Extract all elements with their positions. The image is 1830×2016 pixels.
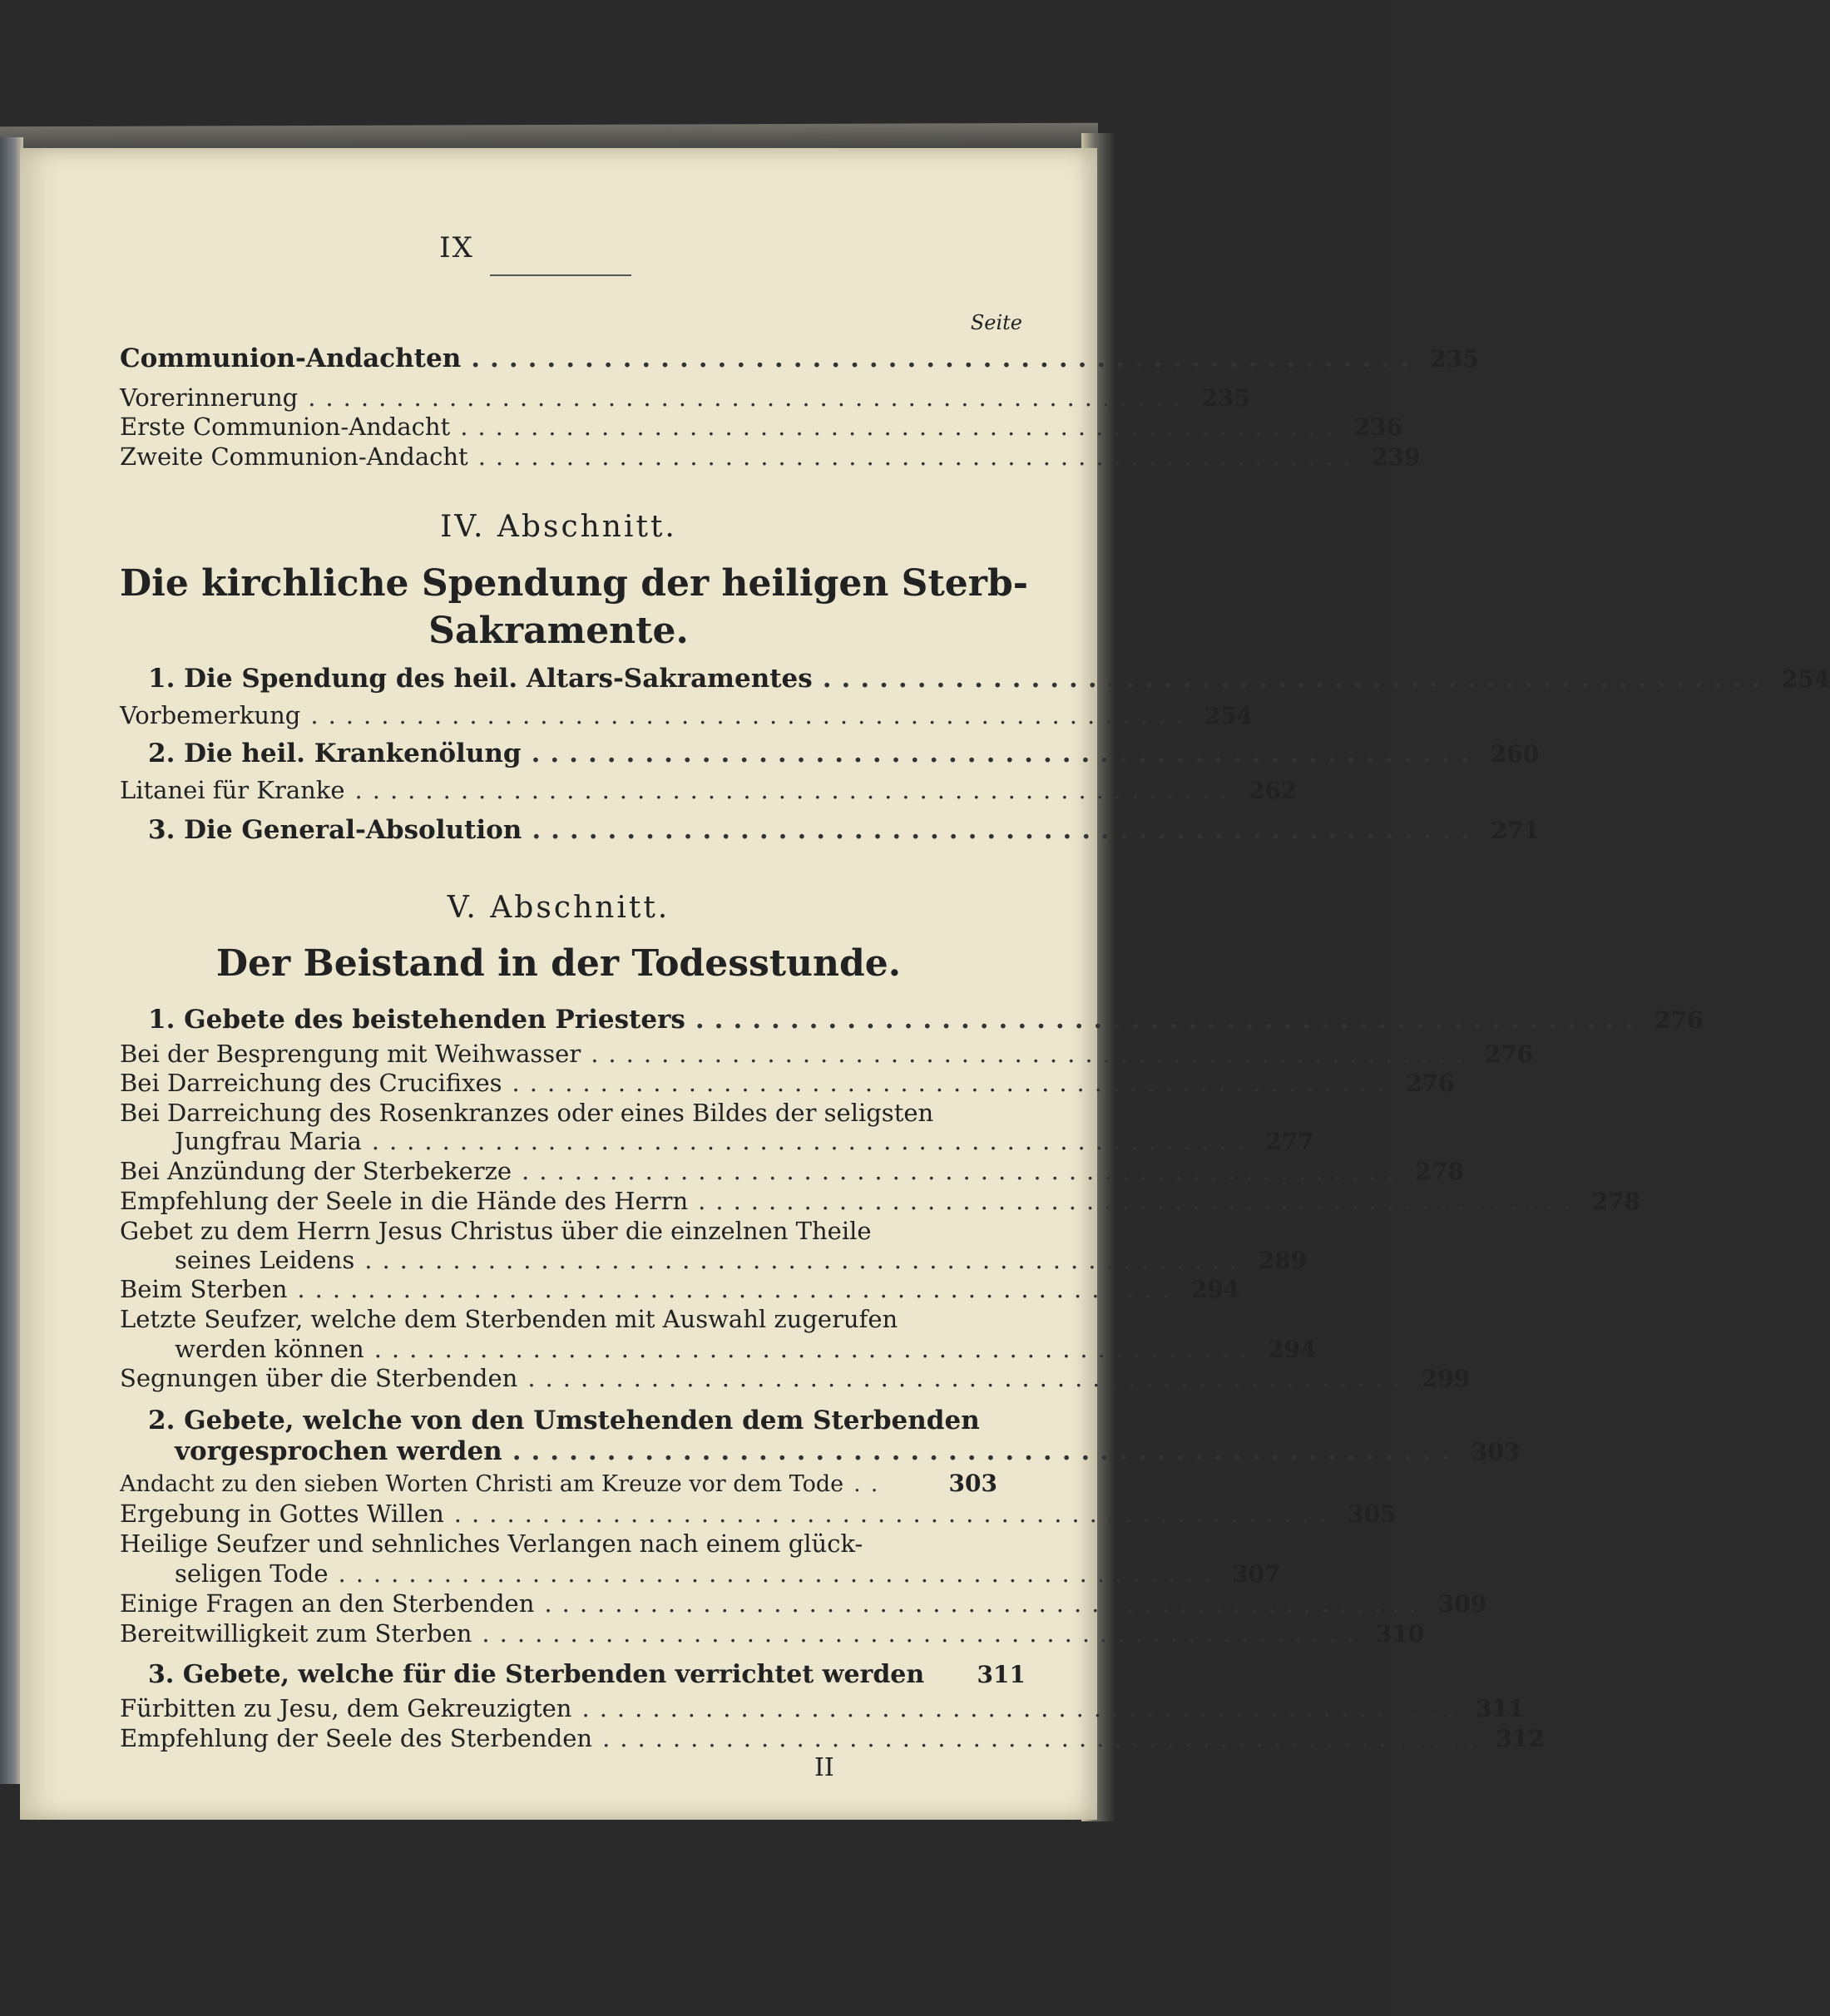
toc-entry [120,1246,1308,1274]
toc-entry-page: 310 [1375,1620,1425,1648]
toc-entry [120,1275,1240,1303]
toc-entry [120,413,1403,441]
toc-entry [120,383,1251,412]
toc-entry-title: seines Leidens [175,1246,355,1274]
leader-dots: .................................................. [482,1619,1365,1648]
toc-entry-page: 262 [1249,777,1298,804]
leader-dots: .................................................. [310,701,1194,729]
leader-dots: .................................................. [581,1694,1465,1722]
leader-dots: .................................................. [544,1589,1427,1618]
signature-mark: II [814,1753,834,1782]
leader-dots: .................................................. [698,1187,1581,1215]
toc-entry-title: Empfehlung der Seele des Sterbenden [120,1724,593,1752]
toc-entry-page: 254 [1781,665,1830,693]
toc-entry-title: Bereitwilligkeit zum Sterben [120,1619,472,1648]
leader-dots: .................................................. [591,1040,1474,1068]
toc-entry-line: 2. Gebete, welche von den Umstehenden dem Sterbenden [148,1406,980,1435]
book-page [20,148,1830,1820]
leader-dots: .................................................. [822,664,1771,694]
toc-entry-title: 3. Gebete, welche für die Sterbenden verrichtet werden [148,1660,925,1689]
leader-dots: .................................................. [371,1127,1254,1155]
leader-dots: .................................................. [695,1005,1644,1035]
toc-entry-title: vorgesprochen werden [175,1436,502,1466]
leader-dots: .................................................. [308,383,1191,412]
toc-entry-line: Gebet zu dem Herrn Jesus Christus über die einzelnen Theile [120,1217,872,1245]
toc-entry-page: 305 [1348,1500,1397,1528]
toc-entry [120,1724,1545,1752]
toc-entry [120,1069,1455,1097]
toc-entry-page: 311 [977,1661,1026,1688]
toc-entry-page: 236 [1353,413,1403,441]
toc-entry-page: 260 [1490,740,1540,768]
toc-entry [120,1040,1534,1068]
toc-entry-page: 303 [948,1470,997,1497]
toc-entry [120,739,1540,768]
leader-dots: .................................................. [532,815,1480,845]
toc-entry-page: 271 [1491,817,1540,844]
section-label: V. Abschnitt. [447,891,670,925]
toc-entry-title: Jungfrau Maria [175,1127,362,1155]
toc-entry-page: 235 [1201,384,1251,412]
leader-dots: .................................................. [338,1559,1221,1588]
toc-entry-title: Ergebung in Gottes Willen [120,1500,444,1528]
toc-entry [120,1157,1464,1185]
toc-entry-page: 307 [1231,1560,1281,1588]
toc-entry-page: 254 [1204,702,1254,729]
leader-dots: .................................................. [522,1157,1404,1185]
page-number: IX [439,231,474,264]
toc-entry [120,664,1830,694]
toc-entry [120,1364,1471,1392]
toc-entry-title: Vorbemerkung [120,701,301,729]
toc-entry-title: Beim Sterben [120,1275,288,1303]
section-label: IV. Abschnitt. [440,510,677,544]
toc-entry-title: Fürbitten zu Jesu, dem Gekreuzigten [120,1694,572,1722]
leader-dots: .................................................. [527,1364,1411,1392]
section-title: Die kirchliche Spendung der heiligen Sterb- [120,562,1028,605]
toc-entry-title: Einige Fragen an den Sterbenden [120,1589,535,1618]
leader-dots: .................................................. [364,1246,1248,1274]
toc-entry-title: Segnungen über die Sterbenden [120,1364,518,1392]
toc-entry-title: Erste Communion-Andacht [120,413,451,441]
toc-entry [120,1694,1525,1722]
toc-entry-title: Andacht zu den sieben Worten Christi am Kreuze vor dem Tode [120,1471,844,1497]
page-column-label: Seite [970,311,1022,334]
toc-entry-page: 289 [1258,1247,1308,1274]
toc-entry-title: Empfehlung der Seele in die Hände des Herrn [120,1187,689,1215]
toc-entry [120,776,1298,804]
leader-dots: .................................................. [477,442,1361,471]
section-title: Sakramente. [428,610,689,652]
toc-entry-title: Bei der Besprengung mit Weihwasser [120,1040,581,1068]
toc-entry [120,1589,1487,1618]
toc-entry-line: Heilige Seufzer und sehnliches Verlangen nach einem glück- [120,1529,863,1558]
toc-entry [120,1619,1425,1648]
toc-entry-line: Letzte Seufzer, welche dem Sterbenden mit Auswahl zugerufen [120,1305,898,1333]
toc-entry [120,1436,1521,1466]
toc-entry-title: werden können [175,1335,364,1363]
toc-entry [120,1187,1641,1215]
toc-entry-page: 309 [1437,1590,1487,1618]
toc-entry-title: Communion-Andachten [120,343,462,373]
leader-dots: .. [853,1471,888,1497]
leader-dots: .................................................. [512,1436,1461,1466]
toc-entry-page: 276 [1484,1040,1534,1068]
toc-entry-page: 276 [1654,1006,1704,1034]
toc-entry-line: Bei Darreichung des Rosenkranzes oder eines Bildes der seligsten [120,1099,934,1127]
leader-dots: .................................................. [531,739,1480,768]
leader-dots: .................................................. [453,1500,1337,1528]
toc-entry [120,1127,1314,1155]
toc-entry-title: Vorerinnerung [120,383,299,412]
toc-entry-title: Bei Anzündung der Sterbekerze [120,1157,512,1185]
toc-entry-title: Zweite Communion-Andacht [120,442,468,471]
toc-entry-title: 1. Gebete des beistehenden Priesters [148,1005,685,1035]
toc-entry [120,1660,1026,1689]
toc-entry-title: 3. Die General-Absolution [148,815,522,845]
toc-entry [120,1559,1281,1588]
toc-entry [120,815,1540,845]
toc-entry-page: 277 [1265,1128,1314,1155]
toc-entry-page: 311 [1475,1695,1525,1722]
toc-entry-title: seligen Tode [175,1559,329,1588]
toc-entry-title: 2. Die heil. Krankenölung [148,739,522,768]
toc-entry-page: 239 [1372,443,1421,471]
leader-dots: .................................................. [373,1335,1257,1363]
toc-entry-page: 303 [1471,1438,1521,1465]
toc-entry [120,343,1479,373]
toc-entry-page: 276 [1406,1070,1455,1097]
section-title: Der Beistand in der Todesstunde. [215,942,902,985]
leader-dots: .................................................. [471,343,1419,373]
leader-dots: .................................................. [297,1275,1180,1303]
toc-entry-page: 312 [1496,1725,1545,1752]
toc-entry-page: 294 [1268,1336,1317,1363]
toc-entry [120,1500,1397,1528]
leader-dots: .................................................. [602,1724,1485,1752]
toc-entry-title: Bei Darreichung des Crucifixes [120,1069,502,1097]
toc-entry [120,1005,1704,1035]
toc-entry [120,442,1421,471]
toc-entry [120,701,1254,729]
toc-entry-title: 1. Die Spendung des heil. Altars-Sakramentes [148,664,813,694]
leader-dots: .................................................. [512,1069,1395,1097]
toc-entry-page: 299 [1421,1365,1471,1392]
toc-entry-title: Litanei für Kranke [120,776,345,804]
leader-dots: .................................................. [460,413,1343,441]
toc-entry-page: 278 [1415,1158,1464,1185]
toc-entry-page: 294 [1190,1276,1240,1303]
header-rule [490,274,631,276]
toc-entry [120,1470,997,1497]
toc-entry-page: 235 [1430,345,1479,373]
toc-entry [120,1335,1317,1363]
leader-dots: .................................................. [354,776,1238,804]
toc-entry-page: 278 [1591,1188,1641,1215]
